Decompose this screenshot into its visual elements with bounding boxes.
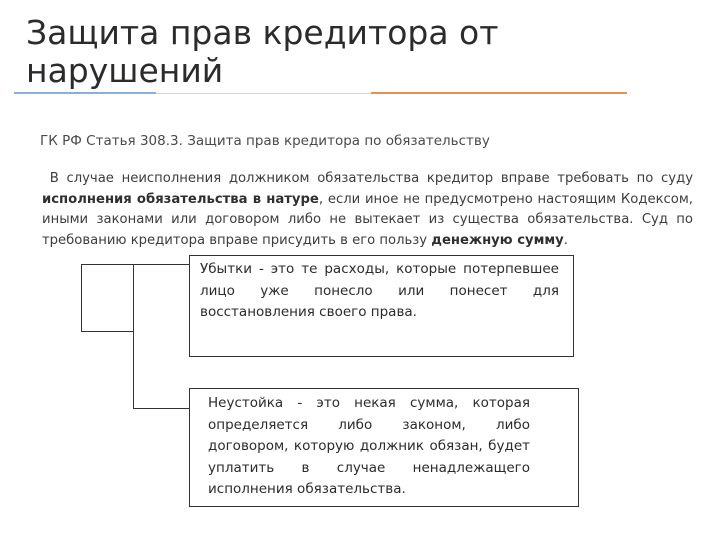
slide-title-line-1: Защита прав кредитора от <box>26 13 499 52</box>
article-paragraph <box>42 169 693 251</box>
paragraph-bold-1: исполнения обязательства в натуре <box>42 191 319 207</box>
connector-left-vertical <box>81 264 82 332</box>
slide-title-line-2: нарушений <box>26 51 224 90</box>
penalty-definition-text: Неустойка - это некая сумма, которая определяется либо законом, либо договором, которую должник обязан, будет уплатить в случае ненадлежащего исполнения обязательства. <box>208 395 530 497</box>
paragraph-text-2: , если иное не предусмотрено настоящим Кодексом, иными законами или договором либо не вытекает из существа обязательства. Суд по требованию кредитора вправе присудить в его пользу <box>42 191 693 248</box>
title-underline-right <box>371 92 627 94</box>
connector-top-horizontal <box>81 264 134 265</box>
title-underline-left <box>14 92 156 94</box>
penalty-definition-box <box>189 388 579 507</box>
connector-trunk-vertical <box>133 264 134 409</box>
connector-bottom-left <box>81 331 134 332</box>
article-heading: ГК РФ Статья 308.3. Защита прав кредитора по обязательству <box>40 133 490 149</box>
paragraph-text-3: . <box>563 232 568 248</box>
connector-to-box-1 <box>133 264 189 265</box>
paragraph-text-1: В случае неисполнения должником обязательства кредитор вправе требовать по суду <box>49 171 693 186</box>
slide-title <box>26 14 666 90</box>
losses-definition-box: Убытки - это те расходы, которые потерпевшее лицо уже понесло или понесет для восстановления своего права. <box>189 255 574 357</box>
title-underline-middle <box>156 93 371 94</box>
paragraph-bold-2: денежную сумму <box>431 232 564 248</box>
connector-to-box-2 <box>133 408 189 409</box>
